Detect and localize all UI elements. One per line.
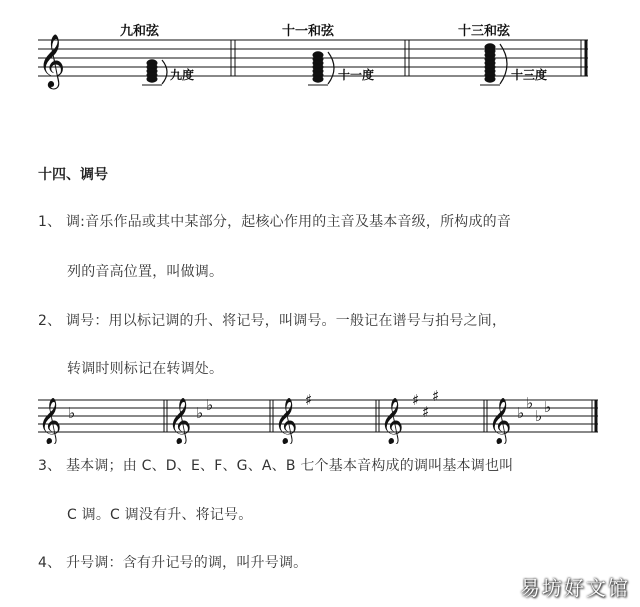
treble-clef-icon: 𝄞 [38, 33, 66, 87]
eleventh-interval-label: 十一度 [338, 68, 375, 82]
treble-clef-icon: 𝄞 [380, 398, 404, 444]
treble-clef-icon: 𝄞 [274, 398, 298, 444]
item-2-line-1: 2、 调号：用以标记调的升、将记号，叫调号。一般记在谱号与拍号之间， [38, 313, 507, 329]
thirteenth-interval-label: 十三度 [511, 68, 548, 82]
treble-clef-icon: 𝄞 [168, 398, 192, 444]
item-1-line-2: 列的音高位置，叫做调。 [67, 264, 224, 280]
key-signature-staff [0, 388, 640, 444]
sharp-icon: ♯ [432, 388, 440, 405]
chord-staff [0, 0, 640, 120]
section-heading: 十四、调号 [38, 167, 108, 183]
item-3-line-2: C 调。C 调没有升、将记号。 [67, 507, 253, 523]
eleventh-chord-title: 十一和弦 [282, 24, 335, 39]
ninth-chord-title: 九和弦 [120, 24, 160, 39]
thirteenth-chord-notes [480, 44, 507, 85]
item-3-line-1: 3、 基本调；由 C、D、E、F、G、A、B 七个基本音构成的调叫基本调也叫 [38, 458, 514, 474]
item-1-line-1: 1、 调:音乐作品或其中某部分，起核心作用的主音及基本音级，所构成的音 [38, 214, 512, 230]
eleventh-chord-notes [308, 52, 334, 85]
flat-icon: ♭ [196, 404, 204, 422]
flat-icon: ♭ [206, 396, 214, 414]
flat-icon: ♭ [526, 394, 534, 412]
flat-icon: ♭ [517, 404, 525, 422]
flat-icon: ♭ [544, 398, 552, 416]
item-4-line-1: 4、 升号调：含有升记号的调，叫升号调。 [38, 555, 308, 571]
watermark: 易坊好文馆 [520, 576, 630, 600]
flat-icon: ♭ [535, 407, 543, 425]
ninth-interval-label: 九度 [170, 68, 195, 82]
sharp-icon: ♯ [305, 391, 313, 409]
item-2-line-2: 转调时则标记在转调处。 [67, 361, 224, 377]
thirteenth-chord-title: 十三和弦 [458, 24, 511, 39]
treble-clef-icon: 𝄞 [38, 398, 62, 444]
ninth-chord-notes [142, 60, 167, 85]
treble-clef-icon: 𝄞 [488, 398, 512, 444]
sharp-icon: ♯ [412, 391, 420, 409]
flat-icon: ♭ [68, 404, 76, 422]
sharp-icon: ♯ [422, 403, 430, 421]
